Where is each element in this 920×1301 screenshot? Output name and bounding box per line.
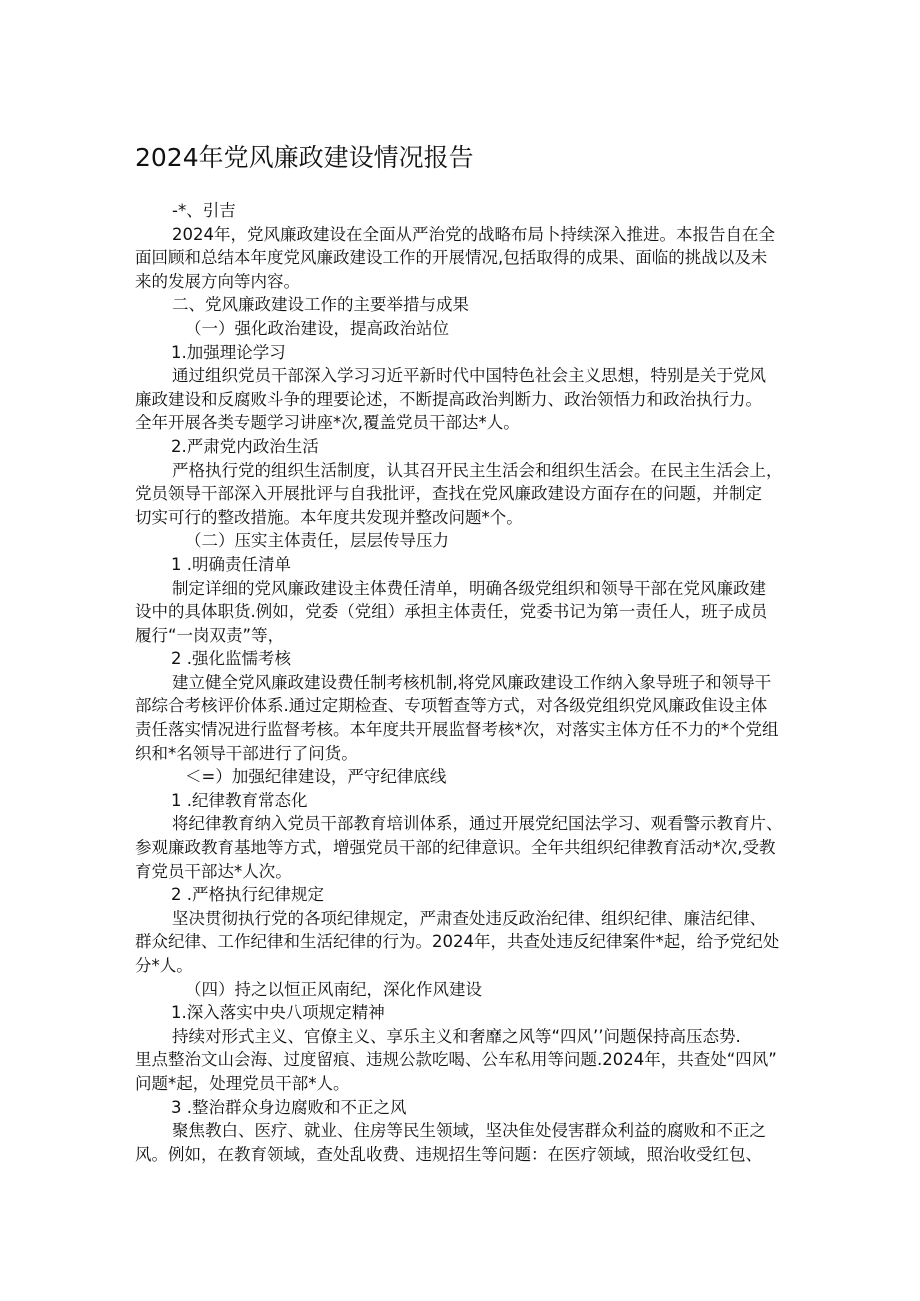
text-line: 1 .纪律教育常态化	[171, 790, 308, 810]
text-line: 通过组织党员干部深入学习习近平新时代中国特色社会主义思想，特别是关于党风	[172, 366, 766, 386]
text-line: ＜=）加强纪律建设，严守纪律底线	[185, 767, 447, 787]
text-line: 里点整治文山会海、过度留痕、违规公款吃喝、公车私用等问题.2024年，共查处“四风”	[135, 1050, 777, 1070]
text-line: 履行“一岗双责”等，	[135, 625, 285, 645]
text-line: 分*人。	[135, 956, 193, 975]
document-title: 2024年党风廉政建设情况报告	[135, 143, 474, 172]
text-line: 聚焦教白、医疗、就业、住房等民生领域，坚决隹处侵害群众利益的腐败和不正之	[172, 1121, 766, 1141]
text-line: 面回顾和总结本年度党风廉政建设工作的开展情况,包括取得的成果、面临的挑战以及未	[135, 248, 768, 268]
text-line: 坚决贯彻执行党的各项纪律规定，严肃查处违反政治纪律、组织纪律、廉洁纪律、	[172, 908, 766, 928]
text-line: 全年开展各类专题学习讲座*次,覆盖党员干部达*人。	[135, 413, 520, 433]
text-line: 2.严肃党内政治生活	[171, 436, 319, 456]
text-line: 问题*起，处理党员干部*人。	[135, 1073, 350, 1093]
text-line: 廉政建设和反腐败斗争的理要论述，不断提高政治判断力、政治领悟力和政治执行力。	[135, 389, 762, 409]
text-line: 切实可行的整改措施。本年度共发现并整改问题*个。	[135, 507, 523, 527]
text-line: 来的发展方向等内容。	[135, 271, 300, 291]
text-line: 3 .整治群众身边腐败和不正之风	[171, 1097, 407, 1117]
text-line: 1.深入落实中央八项规定精神	[171, 1003, 385, 1023]
text-line: 设中的具体职货.例如，党委（党组）承担主体责任，党委书记为第一责任人，班子成员	[135, 602, 768, 622]
text-line: （一）强化政治建设，提高政治站位	[185, 318, 449, 338]
text-line: 参观廉政教育基地等方式，增强党员干部的纪律意识。全年共组织纪律教育活动*次,受教	[135, 838, 776, 858]
text-line: 织和*名领导干部进行了问货。	[135, 743, 358, 763]
text-line: 群众纪律、工作纪律和生活纪律的行为。2024年，共查处违反纪律案件*起，给予党纪处	[135, 932, 780, 952]
text-line: （二）压实主体责任，层层传导压力	[185, 531, 449, 551]
text-line: 2024年，党风廉政建设在全面从严治党的战略布局卜持续深入推进。本报告自在全	[172, 224, 775, 244]
text-line: -*、引吉	[172, 201, 236, 220]
text-line: 责任落实情况进行监督考核。本年度共开展监督考核*次，对落实主体方任不力的*个党组	[135, 720, 779, 740]
text-line: 2 .严格执行纪律规定	[171, 885, 324, 905]
text-line: 1.加强理论学习	[171, 342, 286, 362]
text-line: 部综合考核评价体系.通过定期检查、专项暂查等方式，对各级党组织党风廉政隹设主体	[135, 696, 768, 716]
text-line: 1 .明确责任清单	[171, 554, 291, 574]
text-line: 制定详细的党风廉政建设主体费任清单，明确各级党组织和领导干部在党风廉政建	[172, 578, 766, 598]
text-line: 将纪律教育纳入党员干部教育培训体系，通过开展党纪国法学习、观看警示教育片、	[172, 814, 783, 834]
text-line: 严格执行党的组织生活制度，认其召开民主生活会和组织生活会。在民主生活会上，	[172, 460, 783, 480]
text-line: （四）持之以恒正风南纪，深化作风建设	[185, 979, 482, 999]
text-line: 育党员干部达*人次。	[135, 861, 292, 881]
text-line: 二、党风廉政建设工作的主要举措与成果	[172, 295, 469, 315]
text-line: 2 .强化监懦考核	[171, 649, 291, 669]
text-line: 风。例如，在教育领域，查处乱收费、违规招生等问题：在医疗领域，照治收受红包、	[135, 1144, 762, 1164]
text-line: 党员领导干部深入开展批评与自我批评，查找在党风廉政建设方面存在的问题，并制定	[135, 484, 762, 504]
text-line: 建立健全党风廉政建设费任制考核机制,将党风廉政建设工作纳入象导班子和领导干	[172, 672, 772, 692]
document-body	[135, 199, 790, 1166]
text-line: 持续对形式主义、官僚主义、享乐主义和奢靡之风等“四风’’问题保持高压态势.	[172, 1026, 741, 1046]
